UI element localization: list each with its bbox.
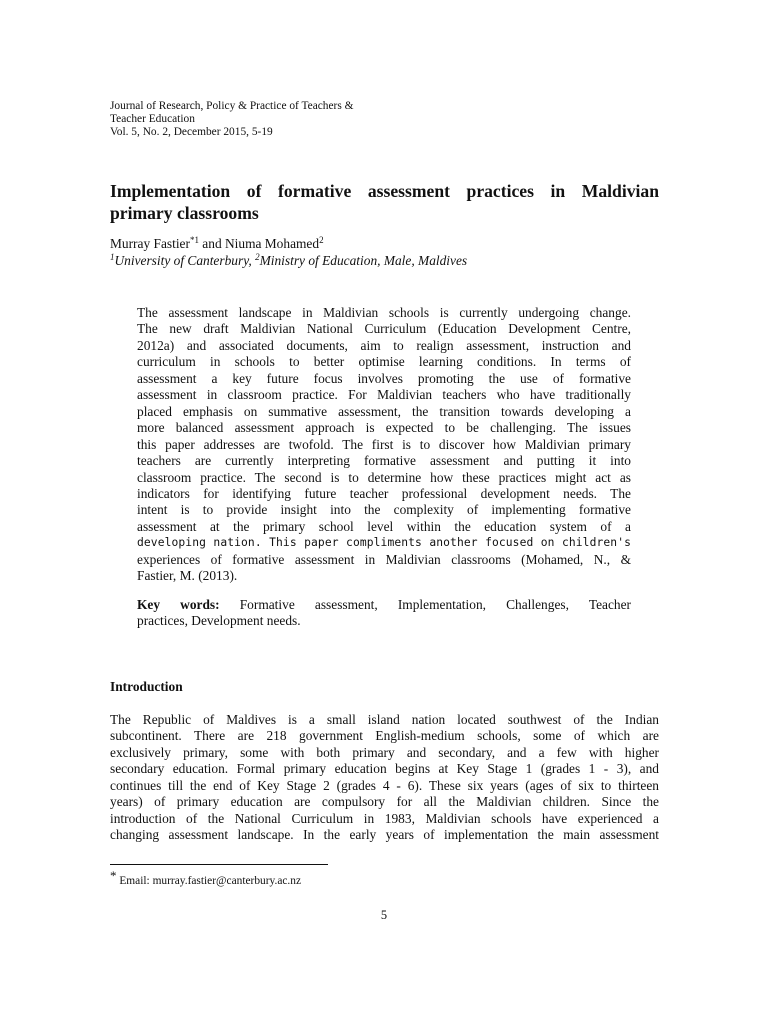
- paper-title-line-2: primary classrooms: [110, 203, 259, 223]
- body-line: secondary education. Formal primary education begins at Key Stage 1 (grades 1 - 3), and: [110, 761, 659, 777]
- page-number: 5: [380, 908, 388, 922]
- keywords-text: Formative assessment, Implementation, Challenges, Teacher: [219, 597, 631, 612]
- body-line: subcontinent. There are 218 government English-medium schools, some of which are: [110, 728, 659, 744]
- author-superscript: 2: [319, 235, 324, 245]
- abstract-line: assessment at the primary school level within the education system of a: [137, 518, 631, 534]
- footnote-marker: *: [110, 868, 117, 883]
- abstract-line: The assessment landscape in Maldivian schools is currently undergoing change.: [137, 305, 631, 320]
- body-line: continues till the end of Key Stage 2 (grades 4 - 6). These six years (ages of six to thirteen: [110, 777, 659, 793]
- abstract-line: teachers are currently interpreting formative assessment and putting it into: [137, 453, 631, 469]
- introduction-paragraph: [110, 712, 659, 844]
- affiliation-separator: ,: [248, 253, 256, 268]
- journal-volume: Vol. 5, No. 2, December 2015, 5-19: [110, 126, 273, 139]
- section-heading: Introduction: [110, 679, 183, 694]
- author-list: [110, 236, 324, 252]
- abstract-line: 2012a) and associated documents, aim to realign assessment, instruction and: [137, 337, 631, 353]
- body-line: exclusively primary, some with both primary and secondary, and a few with higher: [110, 744, 659, 760]
- body-line: years) of primary education are compulsory for all the Maldivian children. Since the: [110, 794, 659, 810]
- abstract-line: classroom practice. The second is to determine how these practices might act as: [137, 469, 631, 485]
- paper-title: [110, 180, 659, 224]
- body-line: The Republic of Maldives is a small island nation located southwest of the Indian: [110, 712, 659, 727]
- journal-header: [110, 100, 354, 140]
- footnote: [110, 868, 302, 888]
- affiliations: [110, 253, 467, 269]
- abstract-line: intent is to provide insight into the complexity of implementing formative: [137, 502, 631, 518]
- abstract-line: curriculum in schools to better optimise learning conditions. In terms of: [137, 354, 631, 370]
- abstract: [137, 305, 631, 585]
- affiliation-superscript: 1: [110, 252, 115, 262]
- abstract-line: The new draft Maldivian National Curriculum (Education Development Centre,: [137, 321, 631, 337]
- journal-name-line-2: Teacher Education: [110, 113, 195, 126]
- abstract-line: this paper addresses are twofold. The first is to discover how Maldivian primary: [137, 436, 631, 452]
- abstract-line: placed emphasis on summative assessment, the transition towards developing a: [137, 403, 631, 419]
- abstract-line: indicators for identifying future teacher professional development needs. The: [137, 485, 631, 501]
- abstract-line: Fastier, M. (2013).: [137, 568, 238, 584]
- abstract-line: developing nation. This paper compliments another focused on children's: [137, 536, 631, 550]
- keywords-text-line-2: practices, Development needs.: [137, 613, 301, 629]
- affiliation-superscript: 2: [255, 252, 260, 262]
- paper-title-line-1: Implementation of formative assessment practices in Maldivian: [110, 181, 659, 201]
- abstract-line: more balanced assessment approach is expected to be challenging. The issues: [137, 420, 631, 436]
- body-line: introduction of the National Curriculum in 1983, Maldivian schools have experienced a: [110, 810, 659, 826]
- affiliation-1: University of Canterbury: [114, 253, 249, 268]
- author-name: Murray Fastier: [110, 236, 190, 251]
- abstract-line: assessment in classroom practice. For Maldivian teachers who have traditionally: [137, 387, 631, 403]
- footnote-email: Email: murray.fastier@canterbury.ac.nz: [116, 875, 302, 887]
- author-name: Niuma Mohamed: [224, 236, 320, 251]
- keywords-label: Key words:: [137, 597, 220, 612]
- author-superscript: *1: [189, 235, 199, 245]
- abstract-line: assessment a key future focus involves promoting the use of formative: [137, 370, 631, 386]
- body-line: changing assessment landscape. In the early years of implementation the main assessment: [110, 827, 659, 843]
- keywords: [137, 597, 631, 630]
- author-joiner: and: [198, 236, 225, 251]
- footnote-divider: [110, 864, 328, 865]
- affiliation-2: Ministry of Education, Male, Maldives: [259, 253, 468, 268]
- journal-name-line-1: Journal of Research, Policy & Practice of Teachers &: [110, 100, 354, 112]
- abstract-line: experiences of formative assessment in Maldivian classrooms (Mohamed, N., &: [137, 551, 631, 567]
